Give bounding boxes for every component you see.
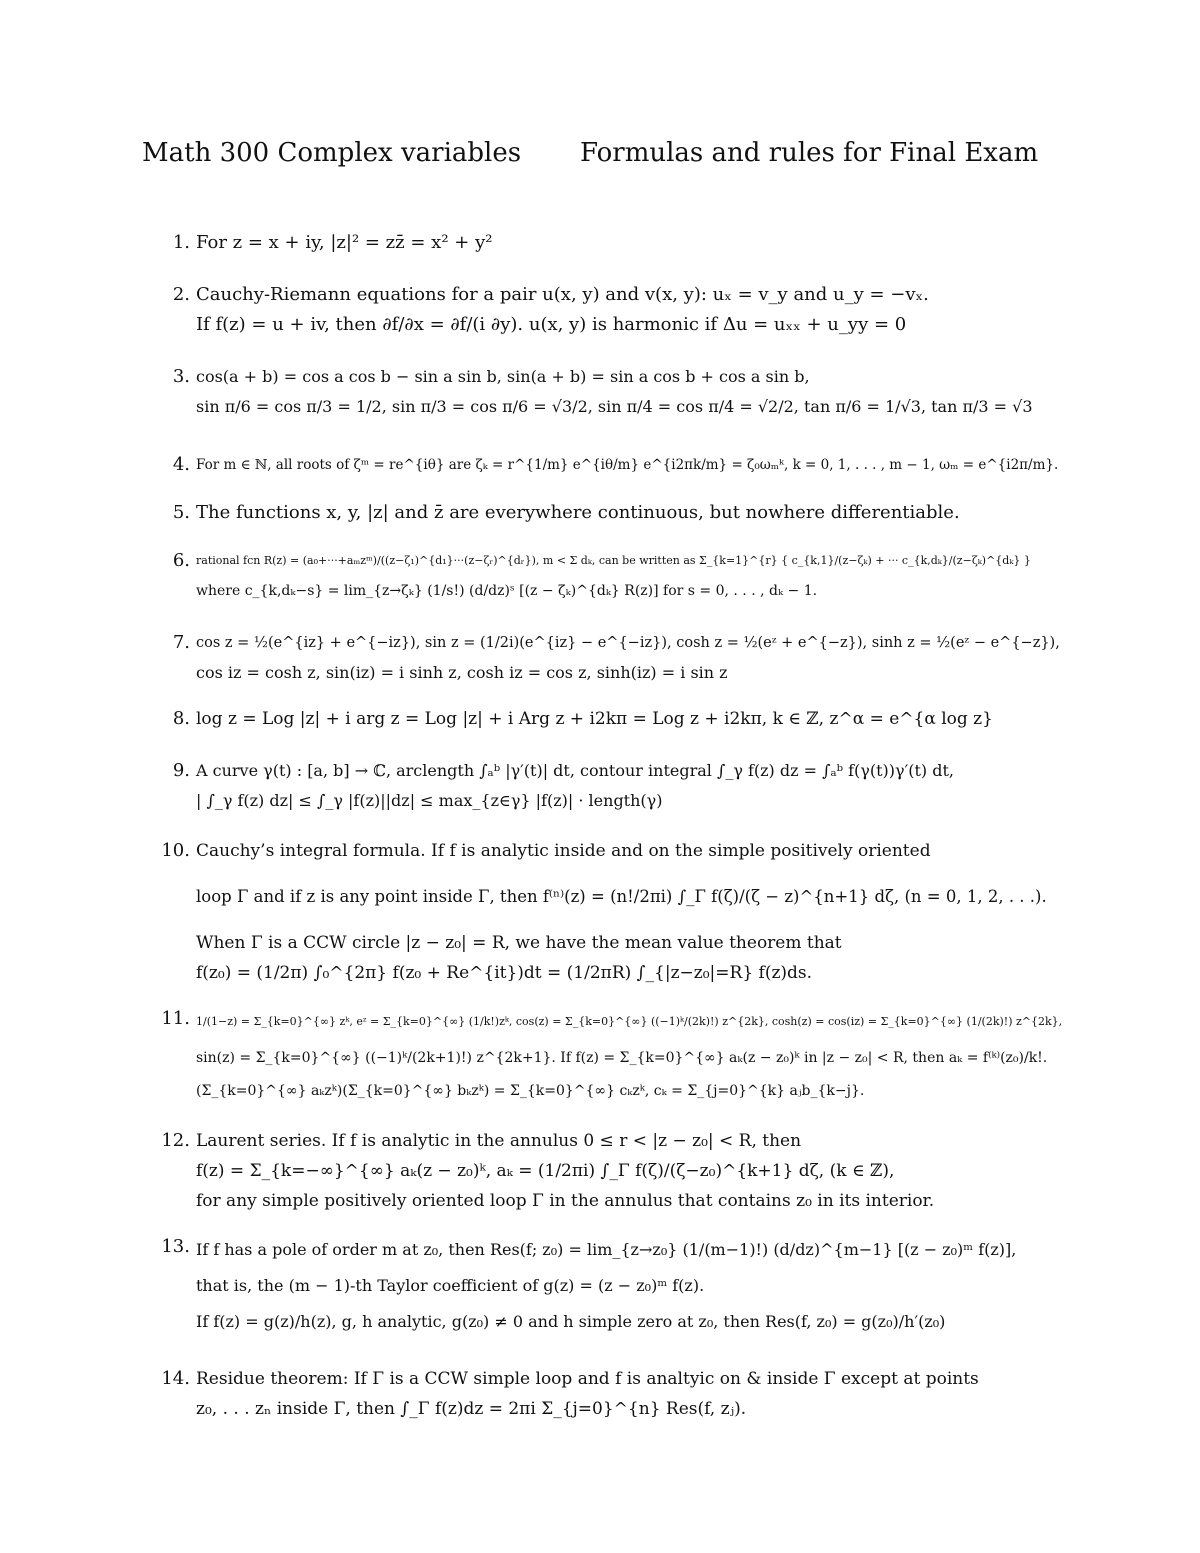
- formula-line: If f has a pole of order m at z₀, then Res(f; z₀) = lim_{z→z₀} (1/(m−1)!) (d/dz)^{m−1} [(z − z₀)ᵐ f(z)],: [196, 1240, 1017, 1259]
- formula-line: Cauchy-Riemann equations for a pair u(x, y) and v(x, y): uₓ = v_y and u_y = −vₓ.: [196, 284, 929, 305]
- formula-line: | ∫_γ f(z) dz| ≤ ∫_γ |f(z)||dz| ≤ max_{z∈γ} |f(z)| · length(γ): [196, 791, 663, 810]
- item-number: 6.: [172, 550, 190, 571]
- formula-line: that is, the (m − 1)-th Taylor coefficient of g(z) = (z − z₀)ᵐ f(z).: [196, 1276, 705, 1295]
- item-number: 4.: [172, 454, 190, 475]
- formula-line: For m ∈ ℕ, all roots of ζᵐ = re^{iθ} are ζₖ = r^{1/m} e^{iθ/m} e^{i2πk/m} = ζ₀ωₘᵏ, k = 0, 1, . . . , m − 1, ωₘ = e^{i2π/m}.: [196, 457, 1059, 473]
- formula-line: If f(z) = u + iv, then ∂f/∂x = ∂f/(i ∂y). u(x, y) is harmonic if Δu = uₓₓ + u_yy = 0: [196, 314, 907, 335]
- formula-line: cos z = ½(e^{iz} + e^{−iz}), sin z = (1/2i)(e^{iz} − e^{−iz}), cosh z = ½(eᶻ + e^{−z}), sinh z = ½(eᶻ − e^{−z}),: [196, 635, 1060, 651]
- formula-line: (Σ_{k=0}^{∞} aₖzᵏ)(Σ_{k=0}^{∞} bₖzᵏ) = Σ_{k=0}^{∞} cₖzᵏ, cₖ = Σ_{j=0}^{k} aⱼb_{k−j}.: [196, 1083, 865, 1099]
- item-number: 12.: [161, 1130, 190, 1151]
- item-number: 11.: [161, 1008, 190, 1029]
- sheet-subtitle: Formulas and rules for Final Exam: [580, 138, 1039, 168]
- item-number: 8.: [172, 708, 190, 729]
- item-number: 10.: [161, 840, 190, 861]
- formula-line: f(z₀) = (1/2π) ∫₀^{2π} f(z₀ + Re^{it})dt = (1/2πR) ∫_{|z−z₀|=R} f(z)ds.: [196, 963, 813, 983]
- item-number: 2.: [172, 284, 190, 305]
- formula-line: The functions x, y, |z| and z̄ are everywhere continuous, but nowhere differentiable.: [196, 502, 960, 523]
- formula-line: Laurent series. If f is analytic in the annulus 0 ≤ r < |z − z₀| < R, then: [196, 1131, 802, 1151]
- formula-line: for any simple positively oriented loop Γ in the annulus that contains z₀ in its interior.: [196, 1191, 935, 1211]
- formula-line: z₀, . . . zₙ inside Γ, then ∫_Γ f(z)dz = 2πi Σ_{j=0}^{n} Res(f, zⱼ).: [196, 1399, 747, 1419]
- formula-line: f(z) = Σ_{k=−∞}^{∞} aₖ(z − z₀)ᵏ, aₖ = (1/2πi) ∫_Γ f(ζ)/(ζ−z₀)^{k+1} dζ, (k ∈ ℤ),: [196, 1161, 895, 1181]
- formula-line: rational fcn R(z) = (a₀+···+aₘzᵐ)/((z−ζ₁)^{d₁}···(z−ζᵣ)^{dᵣ}), m < Σ dₖ, can be written as Σ_{k=1}^{r} { c_{k,1}/(z−ζₖ) + ··· c_{k,dₖ}/(z−ζₖ)^{dₖ} }: [196, 554, 1031, 567]
- formula-line: sin π/6 = cos π/3 = 1/2, sin π/3 = cos π/6 = √3/2, sin π/4 = cos π/4 = √2/2, tan π/6 = 1/√3, tan π/3 = √3: [196, 397, 1033, 416]
- formula-line: cos iz = cosh z, sin(iz) = i sinh z, cosh iz = cos z, sinh(iz) = i sin z: [196, 663, 728, 682]
- formula-line: Residue theorem: If Γ is a CCW simple loop and f is analtyic on & inside Γ except at points: [196, 1369, 979, 1389]
- course-title: Math 300 Complex variables: [142, 138, 522, 168]
- formula-line: A curve γ(t) : [a, b] → ℂ, arclength ∫ₐᵇ |γ′(t)| dt, contour integral ∫_γ f(z) dz = ∫ₐᵇ f(γ(t))γ′(t) dt,: [196, 761, 954, 780]
- page-title: [142, 138, 1062, 178]
- item-number: 5.: [172, 502, 190, 523]
- formula-line: Cauchy’s integral formula. If f is analytic inside and on the simple positively oriented: [196, 841, 931, 861]
- item-number: 1.: [172, 232, 190, 253]
- formula-line: where c_{k,dₖ−s} = lim_{z→ζₖ} (1/s!) (d/dz)ˢ [(z − ζₖ)^{dₖ} R(z)] for s = 0, . . . , dₖ − 1.: [196, 583, 818, 599]
- formula-line: cos(a + b) = cos a cos b − sin a sin b, sin(a + b) = sin a cos b + cos a sin b,: [196, 367, 810, 386]
- formula-line: When Γ is a CCW circle |z − z₀| = R, we have the mean value theorem that: [196, 933, 842, 953]
- formula-line: If f(z) = g(z)/h(z), g, h analytic, g(z₀) ≠ 0 and h simple zero at z₀, then Res(f, z₀) = g(z₀)/h′(z₀): [196, 1312, 946, 1331]
- formula-line: For z = x + iy, |z|² = zz̄ = x² + y²: [196, 232, 493, 253]
- formula-line: 1/(1−z) = Σ_{k=0}^{∞} zᵏ, eᶻ = Σ_{k=0}^{∞} (1/k!)zᵏ, cos(z) = Σ_{k=0}^{∞} ((−1)ᵏ/(2k)!) z^{2k}, cosh(z) = cos(iz) = Σ_{k=0}^{∞} (1/(2k)!) z^{2k},: [196, 1015, 1063, 1028]
- formula-line: loop Γ and if z is any point inside Γ, then f⁽ⁿ⁾(z) = (n!/2πi) ∫_Γ f(ζ)/(ζ − z)^{n+1} dζ, (n = 0, 1, 2, . . .).: [196, 887, 1047, 906]
- item-number: 3.: [172, 366, 190, 387]
- formula-line: log z = Log |z| + i arg z = Log |z| + i Arg z + i2kπ = Log z + i2kπ, k ∈ ℤ, z^α = e^{α log z}: [196, 709, 993, 729]
- item-number: 7.: [172, 632, 190, 653]
- item-number: 13.: [161, 1236, 190, 1257]
- item-number: 14.: [161, 1368, 190, 1389]
- formula-line: sin(z) = Σ_{k=0}^{∞} ((−1)ᵏ/(2k+1)!) z^{2k+1}. If f(z) = Σ_{k=0}^{∞} aₖ(z − z₀)ᵏ in |z − z₀| < R, then aₖ = f⁽ᵏ⁾(z₀)/k!.: [196, 1050, 1048, 1066]
- item-number: 9.: [172, 760, 190, 781]
